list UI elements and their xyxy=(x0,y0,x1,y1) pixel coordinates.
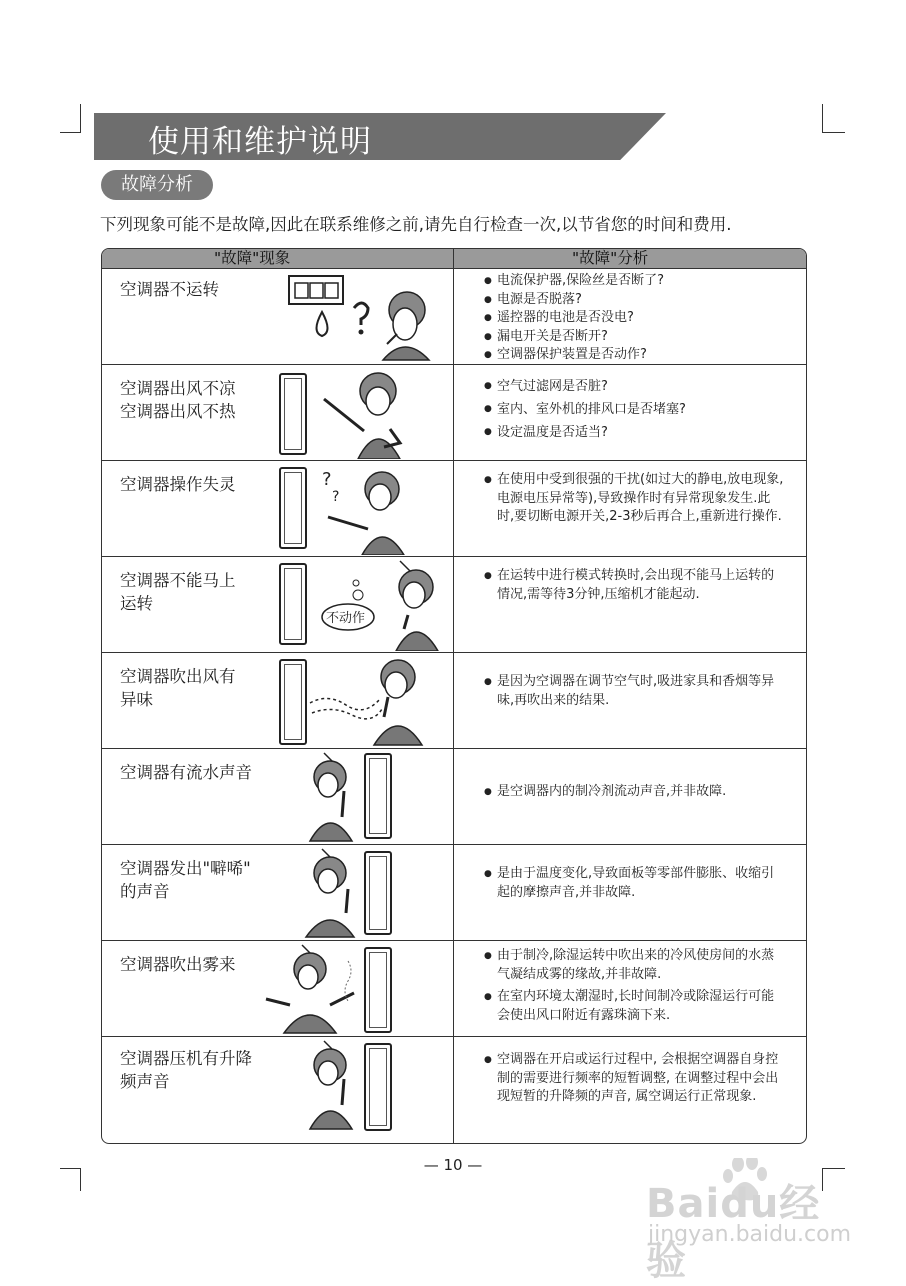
symptom-line: 的声音 xyxy=(120,882,170,901)
symptom-line: 空调器有流水声音 xyxy=(120,763,252,782)
symptom-text xyxy=(120,953,236,976)
analysis-item: ● 在运转中进行模式转换时,会出现不能马上运转的情况,需等待3分钟,压缩机才能起动. xyxy=(484,567,784,604)
display-digits xyxy=(296,281,340,296)
analysis-item: ● 由于制冷,除湿运转中吹出来的冷风使房间的水蒸气凝结成雾的缘故,并非故障. xyxy=(484,947,784,984)
symptom-text xyxy=(120,665,236,711)
analysis-item: ● 在使用中受到很强的干扰(如过大的静电,放电现象,电源电压异常等),导致操作时有异常现象发生.此时,要切断电源开关,2-3秒后再合上,重新进行操作. xyxy=(484,471,784,527)
indoor-unit-icon xyxy=(279,467,307,549)
symptom-line: 空调器出风不凉 xyxy=(120,379,236,398)
woman-pointing-illustration xyxy=(320,369,420,459)
intro-text: 下列现象可能不是故障,因此在联系维修之前,请先自行检查一次,以节省您的时间和费用. xyxy=(100,215,732,234)
symptom-line: 空调器出风不热 xyxy=(120,402,236,421)
symptom-text xyxy=(120,473,236,496)
analysis-item: ● 空调器在开启或运行过程中, 会根据空调器自身控制的需要进行频率的短暂调整, 在调整过程中会出现短暂的升降频的声音, 属空调运行正常现象. xyxy=(484,1051,784,1107)
analysis-list xyxy=(484,375,784,444)
symptom-line: 运转 xyxy=(120,594,153,613)
analysis-list xyxy=(484,1051,784,1107)
smelling-woman-illustration xyxy=(308,655,428,747)
analysis-item: ● 是空调器内的制冷剂流动声音,并非故障. xyxy=(484,783,784,802)
svg-text:?: ? xyxy=(322,469,332,490)
table-row xyxy=(102,748,806,845)
analysis-list xyxy=(484,947,784,1025)
header-symptom: "故障"现象 xyxy=(214,249,291,267)
table-row xyxy=(102,460,806,557)
symptom-line: 异味 xyxy=(120,690,153,709)
waiting-woman-illustration xyxy=(316,559,446,651)
indoor-unit-icon xyxy=(364,851,392,935)
symptom-text xyxy=(120,761,252,784)
table-row xyxy=(102,844,806,941)
symptom-line: 空调器不运转 xyxy=(120,280,219,299)
symptom-text xyxy=(120,377,236,423)
confused-woman-illustration xyxy=(318,465,418,555)
symptom-line: 空调器吹出风有 xyxy=(120,667,236,686)
analysis-list xyxy=(484,865,784,902)
table-row xyxy=(102,652,806,749)
table-row xyxy=(102,940,806,1037)
indoor-unit-icon xyxy=(279,659,307,745)
table-row xyxy=(102,1036,806,1144)
analysis-item: ● 设定温度是否适当? xyxy=(484,421,784,444)
indoor-unit-icon xyxy=(364,947,392,1033)
table-row xyxy=(102,364,806,461)
analysis-item: ● 漏电开关是否断开? xyxy=(484,328,784,347)
analysis-item: ● 空气过滤网是否脏? xyxy=(484,375,784,398)
table-header xyxy=(102,249,806,269)
analysis-list xyxy=(484,272,784,365)
crop-mark-top-left xyxy=(60,104,81,133)
symptom-text xyxy=(120,278,219,301)
no-action-bubble-label: 不动作 xyxy=(326,611,366,626)
troubleshooting-table xyxy=(101,248,807,1144)
watermark-brand: Baidu经验 xyxy=(646,1181,821,1284)
indoor-unit-icon xyxy=(279,373,307,455)
analysis-item: ● 在室内环境太潮湿时,长时间制冷或除湿运行可能会使出风口附近有露珠滴下来. xyxy=(484,988,784,1025)
table-row xyxy=(102,268,806,364)
table-row xyxy=(102,556,806,653)
symptom-text xyxy=(120,569,236,615)
no-power-illustration xyxy=(287,274,437,364)
page-number: — 10 — xyxy=(423,1156,483,1174)
analysis-item: ● 电源是否脱落? xyxy=(484,291,784,310)
header-analysis: "故障"分析 xyxy=(572,249,649,267)
analysis-item: ● 电流保护器,保险丝是否断了? xyxy=(484,272,784,291)
analysis-list xyxy=(484,471,784,527)
listening-woman-illustration xyxy=(304,751,364,843)
analysis-item: ● 室内、室外机的排风口是否堵塞? xyxy=(484,398,784,421)
symptom-line: 空调器压机有升降 xyxy=(120,1049,252,1068)
svg-text:?: ? xyxy=(332,489,340,505)
section-pill: 故障分析 xyxy=(101,170,213,200)
symptom-line: 空调器吹出雾来 xyxy=(120,955,236,974)
analysis-item: ● 空调器保护装置是否动作? xyxy=(484,346,784,365)
listening-woman-illustration xyxy=(304,1039,364,1131)
analysis-item: ● 是因为空调器在调节空气时,吸进家具和香烟等异味,再吹出来的结果. xyxy=(484,673,784,710)
analysis-list xyxy=(484,673,784,710)
crop-mark-top-right xyxy=(822,104,845,133)
symptom-line: 空调器发出"噼唏" xyxy=(120,859,251,878)
indoor-unit-icon xyxy=(279,563,307,645)
analysis-list xyxy=(484,783,784,802)
analysis-item: ● 遥控器的电池是否没电? xyxy=(484,309,784,328)
startled-woman-illustration xyxy=(296,847,366,939)
page-title: 使用和维护说明 xyxy=(148,124,372,160)
indoor-unit-icon xyxy=(364,753,392,839)
baidu-watermark xyxy=(640,1158,860,1284)
analysis-list xyxy=(484,567,784,604)
symptom-text xyxy=(120,857,251,903)
symptom-line: 空调器操作失灵 xyxy=(120,475,236,494)
shrugging-woman-illustration xyxy=(262,943,372,1035)
watermark-url: jingyan.baidu.com xyxy=(648,1222,852,1247)
analysis-item: ● 是由于温度变化,导致面板等零部件膨胀、收缩引起的摩擦声音,并非故障. xyxy=(484,865,784,902)
symptom-line: 空调器不能马上 xyxy=(120,571,236,590)
symptom-text xyxy=(120,1047,252,1093)
indoor-unit-icon xyxy=(364,1043,392,1131)
symptom-line: 频声音 xyxy=(120,1072,170,1091)
